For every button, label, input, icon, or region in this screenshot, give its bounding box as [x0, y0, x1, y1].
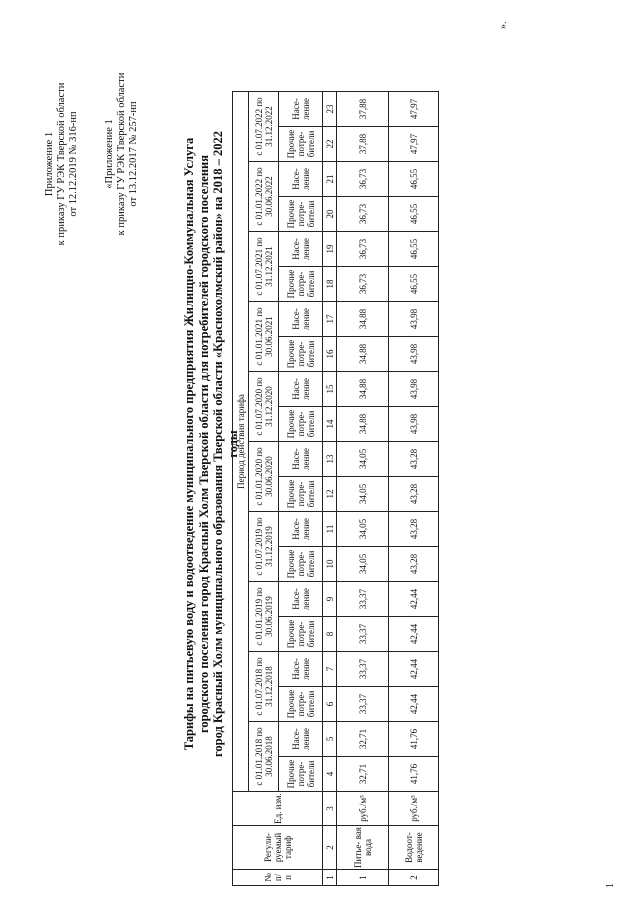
tariff-value: 34,88 [337, 302, 389, 337]
header-period: Период действия тарифа [233, 92, 249, 792]
tariff-value: 43,98 [389, 372, 439, 407]
row-unit: руб./м³ [389, 792, 439, 826]
column-number: 12 [323, 477, 337, 512]
subheader-other-consumers: Прочие потре- бители [279, 337, 323, 372]
row-number: 1 [337, 870, 389, 886]
table-row [337, 92, 389, 886]
tariff-value: 43,98 [389, 337, 439, 372]
period-cell: с 01.07.2018 по 31.12.2018 [249, 652, 279, 722]
tariff-value: 46,55 [389, 267, 439, 302]
tariff-value: 42,44 [389, 687, 439, 722]
tariff-value: 41,76 [389, 722, 439, 757]
subheader-other-consumers: Прочие потре- бители [279, 407, 323, 442]
subheader-population: Насе- ление [279, 232, 323, 267]
column-number: 4 [323, 757, 337, 792]
tariff-value: 42,44 [389, 582, 439, 617]
header-row [249, 92, 279, 886]
header-number: № п/ п [233, 870, 323, 886]
tariff-value: 43,98 [389, 407, 439, 442]
column-number: 9 [323, 582, 337, 617]
tariff-value: 32,71 [337, 757, 389, 792]
subheader-other-consumers: Прочие потре- бители [279, 687, 323, 722]
column-number: 20 [323, 197, 337, 232]
subheader-population: Насе- ление [279, 302, 323, 337]
column-number: 14 [323, 407, 337, 442]
tariff-value: 43,28 [389, 477, 439, 512]
tariff-value: 34,88 [337, 337, 389, 372]
tariff-value: 33,37 [337, 617, 389, 652]
tariff-value: 36,73 [337, 232, 389, 267]
column-number: 16 [323, 337, 337, 372]
subheader-population: Насе- ление [279, 92, 323, 127]
tariff-value: 34,88 [337, 407, 389, 442]
row-unit: руб./м³ [337, 792, 389, 826]
subheader-other-consumers: Прочие потре- бители [279, 267, 323, 302]
tariff-value: 34,05 [337, 477, 389, 512]
tariff-value: 34,88 [337, 372, 389, 407]
column-number: 2 [323, 826, 337, 870]
title-line: городского поселения город Красный Холм Тверской области для потребителей городского поселения [196, 155, 211, 734]
tariff-value: 37,88 [337, 92, 389, 127]
period-cell: с 01.01.2022 по 30.06.2022 [249, 162, 279, 232]
period-cell: с 01.07.2021 по 31.12.2021 [249, 232, 279, 302]
tariff-value: 33,37 [337, 582, 389, 617]
subheader-population: Насе- ление [279, 442, 323, 477]
subheader-population: Насе- ление [279, 512, 323, 547]
tariff-value: 36,73 [337, 162, 389, 197]
appendix-line: «Приложение 1 [104, 119, 115, 189]
row-tariff: Водоот- ведение [389, 826, 439, 870]
appendix-line: Приложение 1 [44, 131, 55, 197]
appendix-line: к приказу ГУ РЭК Тверской области [116, 72, 127, 236]
appendix-line: от 12.12.2019 № 316-нп [68, 111, 79, 217]
header-row [279, 92, 323, 886]
tariff-value: 47,97 [389, 127, 439, 162]
column-number: 22 [323, 127, 337, 162]
column-number: 8 [323, 617, 337, 652]
period-cell: с 01.01.2018 по 30.06.2018 [249, 722, 279, 792]
column-numbers-row [323, 92, 337, 886]
tariff-value: 42,44 [389, 617, 439, 652]
tariff-value: 34,05 [337, 547, 389, 582]
subheader-population: Насе- ление [279, 162, 323, 197]
subheader-population: Насе- ление [279, 582, 323, 617]
column-number: 1 [323, 870, 337, 886]
appendix-header-original [104, 44, 140, 264]
subheader-other-consumers: Прочие потре- бители [279, 757, 323, 792]
tariff-value: 36,73 [337, 197, 389, 232]
subheader-other-consumers: Прочие потре- бители [279, 477, 323, 512]
tariff-value: 33,37 [337, 687, 389, 722]
tariff-value: 36,73 [337, 267, 389, 302]
tariff-value: 34,05 [337, 442, 389, 477]
tariff-value: 32,71 [337, 722, 389, 757]
tariff-value: 41,76 [389, 757, 439, 792]
closing-quote: ». [498, 21, 509, 29]
period-cell: с 01.07.2019 по 31.12.2019 [249, 512, 279, 582]
tariff-table [232, 91, 439, 886]
tariff-value: 46,55 [389, 197, 439, 232]
column-number: 13 [323, 442, 337, 477]
column-number: 23 [323, 92, 337, 127]
column-number: 7 [323, 652, 337, 687]
period-cell: с 01.01.2019 по 30.06.2019 [249, 582, 279, 652]
tariff-value: 42,44 [389, 652, 439, 687]
period-cell: с 01.01.2021 по 30.06.2021 [249, 302, 279, 372]
subheader-other-consumers: Прочие потре- бители [279, 547, 323, 582]
header-tariff: Регули- руемый тариф [233, 826, 323, 870]
column-number: 6 [323, 687, 337, 722]
tariff-value: 43,28 [389, 512, 439, 547]
subheader-population: Насе- ление [279, 372, 323, 407]
column-number: 3 [323, 792, 337, 826]
column-number: 18 [323, 267, 337, 302]
tariff-value: 46,55 [389, 232, 439, 267]
title-line: Тарифы на питьевую воду и водоотведение муниципального предприятия Жилищно-Коммунальная Услуга [182, 137, 196, 751]
period-cell: с 01.07.2020 по 31.12.2020 [249, 372, 279, 442]
row-tariff: Питье- вая вода [337, 826, 389, 870]
header-row [233, 92, 249, 886]
tariff-value: 43,28 [389, 442, 439, 477]
subheader-population: Насе- ление [279, 652, 323, 687]
column-number: 15 [323, 372, 337, 407]
tariff-value: 47,97 [389, 92, 439, 127]
tariff-value: 33,37 [337, 652, 389, 687]
appendix-line: от 13.12.2017 № 257-нп [128, 101, 139, 207]
tariff-value: 37,88 [337, 127, 389, 162]
table-row [389, 92, 439, 886]
header-unit: Ед. изм. [233, 792, 323, 826]
period-cell: с 01.07.2022 по 31.12.2022 [249, 92, 279, 162]
subheader-other-consumers: Прочие потре- бители [279, 197, 323, 232]
tariff-value: 43,28 [389, 547, 439, 582]
column-number: 11 [323, 512, 337, 547]
column-number: 21 [323, 162, 337, 197]
appendix-header-current [44, 44, 80, 284]
title-line: город Красный Холм муниципального образования Тверской области «Краснохолмский район» на 2018 – 2022 годы [211, 131, 240, 757]
column-number: 10 [323, 547, 337, 582]
footnote-mark: 1 [605, 883, 616, 888]
tariff-value: 34,05 [337, 512, 389, 547]
subheader-other-consumers: Прочие потре- бители [279, 617, 323, 652]
subheader-other-consumers: Прочие потре- бители [279, 127, 323, 162]
period-cell: с 01.01.2020 по 30.06.2020 [249, 442, 279, 512]
row-number: 2 [389, 870, 439, 886]
tariff-value: 43,98 [389, 302, 439, 337]
tariff-value: 46,55 [389, 162, 439, 197]
column-number: 19 [323, 232, 337, 267]
subheader-population: Насе- ление [279, 722, 323, 757]
appendix-line: к приказу ГУ РЭК Тверской области [56, 82, 67, 246]
column-number: 5 [323, 722, 337, 757]
column-number: 17 [323, 302, 337, 337]
